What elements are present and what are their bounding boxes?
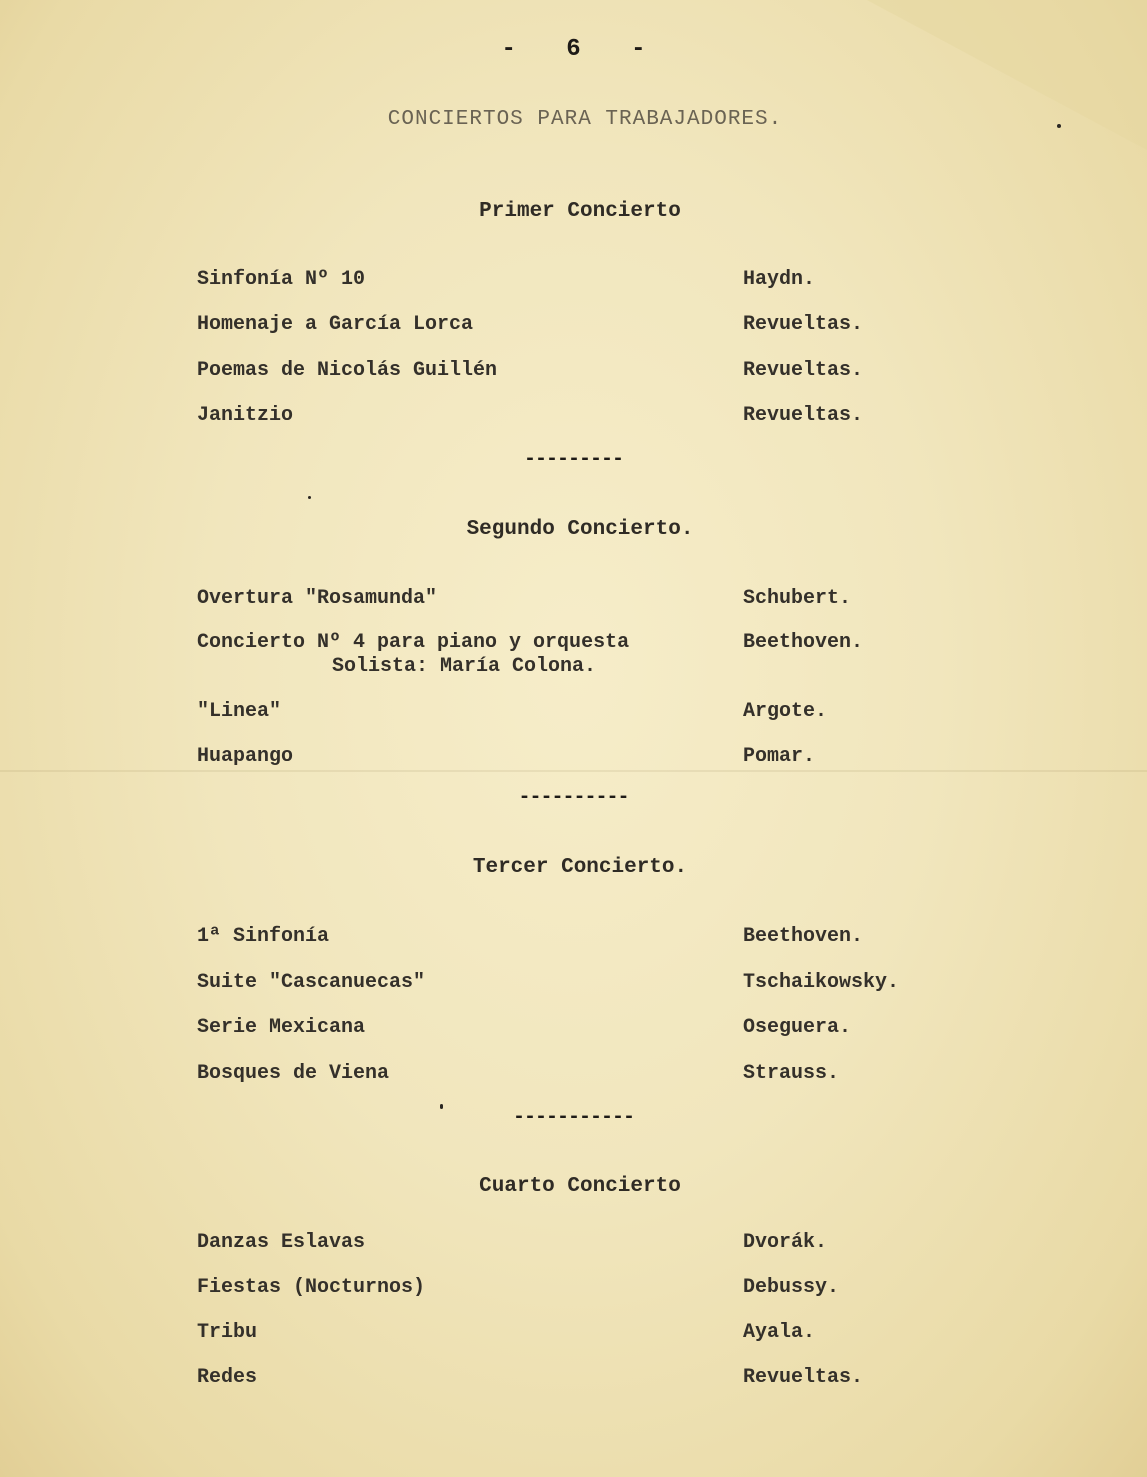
work-title: Serie Mexicana [197, 1016, 366, 1039]
program-item [197, 925, 1077, 955]
program-item [197, 1231, 1077, 1261]
program-item [197, 745, 1077, 775]
composer-name: Haydn. [743, 268, 816, 291]
work-title: Danzas Eslavas [197, 1231, 366, 1254]
section-divider: --------- [523, 448, 624, 471]
composer-name: Ayala. [743, 1321, 816, 1344]
program-item [197, 587, 1077, 617]
work-title: Overtura "Rosamunda" [197, 587, 438, 610]
program-item [197, 1062, 1077, 1092]
section-divider: ----------- [512, 1106, 635, 1129]
work-title: Fiestas (Nocturnos) [197, 1276, 426, 1299]
work-title: Tribu [197, 1321, 258, 1344]
concert-heading-3: Tercer Concierto. [472, 856, 688, 879]
work-title: Homenaje a García Lorca [197, 313, 474, 336]
composer-name: Debussy. [743, 1276, 840, 1299]
work-title: Huapango [197, 745, 294, 768]
composer-name: Strauss. [743, 1062, 840, 1085]
document-title: CONCIERTOS PARA TRABAJADORES. [387, 108, 783, 131]
work-title: Suite "Cascanuecas" [197, 971, 426, 994]
composer-name: Dvorák. [743, 1231, 828, 1254]
concert-heading-1: Primer Concierto [479, 200, 681, 223]
composer-name: Argote. [743, 700, 828, 723]
page-number: - 6 - [501, 36, 664, 63]
work-title: Poemas de Nicolás Guillén [197, 359, 498, 382]
program-item [197, 971, 1077, 1001]
program-item [197, 404, 1077, 434]
section-divider: ---------- [518, 786, 629, 809]
concert-heading-2: Segundo Concierto. [466, 518, 694, 541]
work-title: "Linea" [197, 700, 282, 723]
composer-name: Pomar. [743, 745, 816, 768]
composer-name: Revueltas. [743, 1366, 864, 1389]
work-title: Concierto Nº 4 para piano y orquesta [197, 631, 630, 654]
program-item [197, 313, 1077, 343]
work-title: Redes [197, 1366, 258, 1389]
composer-name: Beethoven. [743, 925, 864, 948]
ink-speck [308, 496, 311, 499]
program-item [197, 268, 1077, 298]
composer-name: Revueltas. [743, 404, 864, 427]
work-title: Sinfonía Nº 10 [197, 268, 366, 291]
soloist-line: Solista: María Colona. [332, 655, 597, 678]
program-item [197, 1321, 1077, 1351]
concert-heading-4: Cuarto Concierto [479, 1175, 681, 1198]
program-item [197, 1016, 1077, 1046]
composer-name: Oseguera. [743, 1016, 852, 1039]
work-title: Bosques de Viena [197, 1062, 390, 1085]
composer-name: Tschaikowsky. [743, 971, 900, 994]
program-item [197, 700, 1077, 730]
work-title: 1ª Sinfonía [197, 925, 330, 948]
composer-name: Revueltas. [743, 359, 864, 382]
composer-name: Beethoven. [743, 631, 864, 654]
composer-name: Revueltas. [743, 313, 864, 336]
program-item [197, 359, 1077, 389]
program-item [197, 631, 1077, 687]
work-title: Janitzio [197, 404, 294, 427]
composer-name: Schubert. [743, 587, 852, 610]
program-item [197, 1366, 1077, 1396]
program-item [197, 1276, 1077, 1306]
